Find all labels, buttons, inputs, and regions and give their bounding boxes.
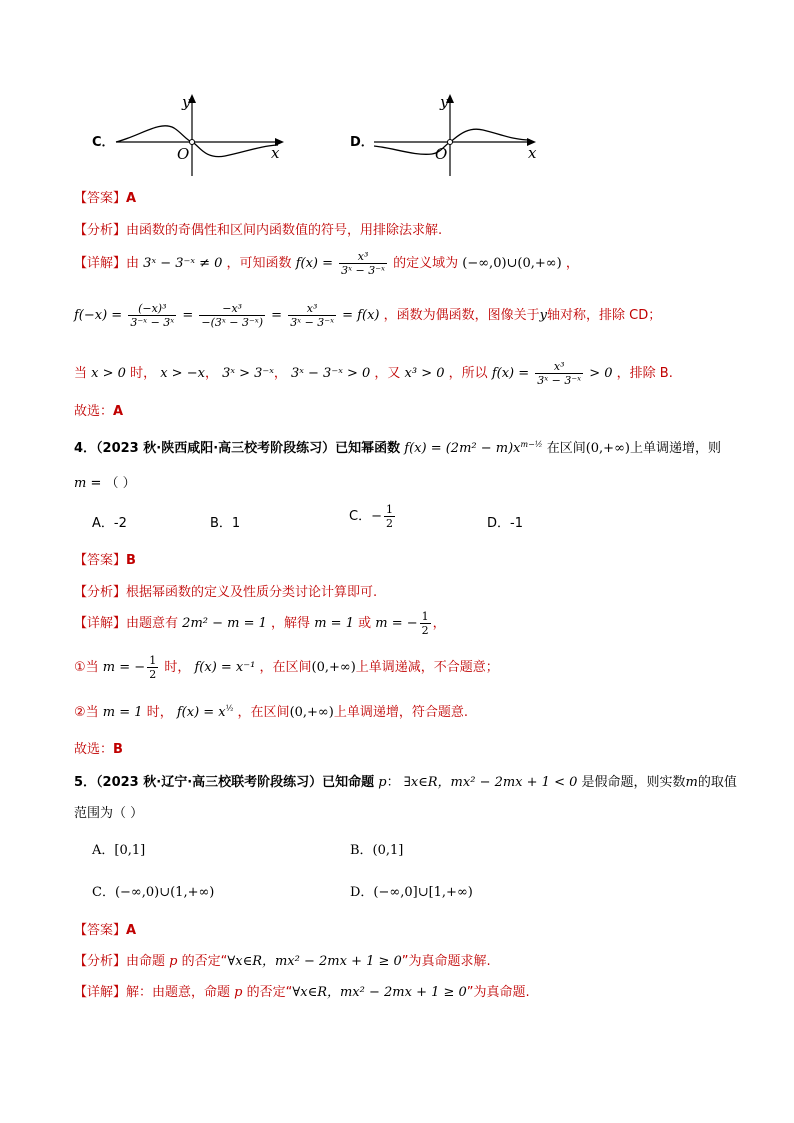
q5-stem-line1: 5．（2023 秋·辽宁·高三校联考阶段练习）已知命题 p： ∃x∈R，mx² − 2mx + 1 < 0 是假命题，则实数m的取值 (74, 775, 737, 790)
q3-analysis: 【分析】由函数的奇偶性和区间内函数值的符号，用排除法求解. (74, 223, 443, 238)
q4-option-c: C．− $\frac{1}{2}$ (349, 503, 393, 530)
q3-detail-line3: 当 x > 0 时， x > −x， 3ˣ > 3⁻ˣ， 3ˣ − 3⁻ˣ > 0 ，又 x³ > 0 ，所以 f(x) = $\frac{\text{x³}}{\text{3ˣ − 3⁻ˣ}}$ > 0 ，排除 B. (74, 360, 673, 387)
axis-x-label: x (271, 144, 280, 162)
q5-option-d: D．(−∞,0]∪[1,+∞) (350, 885, 473, 900)
q4-stem-line2: m = （ ） (74, 476, 136, 491)
q4-case2: ②当 m = 1 时， $f(x) = x^{\frac{1}{2}}$ ，在区间(0,+∞)上单调递增，符合题意. (74, 704, 468, 720)
graph-option-c (110, 90, 290, 180)
q3-detail-line1: 【详解】由 3ˣ − 3⁻ˣ ≠ 0 ，可知函数 f(x) = $\frac{\text{x³}}{\text{3ˣ − 3⁻ˣ}}$ 的定义域为 (−∞,0)∪(0,+∞) ， (74, 250, 579, 277)
origin-label: O (435, 145, 448, 163)
q4-option-b: B．1 (210, 516, 241, 531)
q4-detail-line1: 【详解】由题意有 2m² − m = 1 ，解得 m = 1 或 m = − $\frac{1}{2}$ ， (74, 610, 446, 637)
q4-option-a: A．-2 (92, 516, 127, 531)
axis-x-label: x (528, 144, 537, 162)
q5-option-a: A．[0,1] (92, 843, 146, 858)
q4-answer: 【答案】B (74, 553, 136, 568)
q4-case1: ①当 m = − $\frac{1}{2}$ 时， f(x) = x⁻¹ ，在区间(0,+∞)上单调递减，不合题意； (74, 654, 499, 681)
option-d-label: D． (350, 135, 374, 150)
axis-y-label: y (440, 93, 449, 111)
graph-option-d (368, 90, 548, 180)
q5-detail: 【详解】解：由题意，命题 p 的否定“∀x∈R，mx² − 2mx + 1 ≥ 0”为真命题. (74, 985, 530, 1000)
q4-option-d: D．-1 (487, 516, 523, 531)
q3-detail-line2: f(−x) = $\frac{\text{(−x)³}}{\text{3⁻ˣ − 3ˣ}}$ = $\frac{\text{−x³}}{\text{−(3ˣ − 3⁻ˣ)}}$ = $\frac{\text{x³}}{\text{3ˣ − 3⁻ˣ}}$ = f(x) ，函数为偶函数，图像关于y轴对称，排除 CD； (74, 302, 662, 329)
axis-y-label: y (182, 93, 191, 111)
option-c-label: C． (92, 135, 115, 150)
q5-analysis: 【分析】由命题 p 的否定“∀x∈R，mx² − 2mx + 1 ≥ 0”为真命题求解. (74, 954, 491, 969)
q5-answer: 【答案】A (74, 923, 137, 938)
q5-stem-line2: 范围为（ ） (74, 806, 144, 821)
origin-label: O (177, 145, 190, 163)
q5-option-b: B．(0,1] (350, 843, 404, 858)
q4-analysis: 【分析】根据幂函数的定义及性质分类讨论计算即可. (74, 585, 378, 600)
q5-option-c: C．(−∞,0)∪(1,+∞) (92, 885, 215, 900)
q4-stem-line1: 4．（2023 秋·陕西咸阳·高三校考阶段练习）已知幂函数 $f(x) = (2m^2 - m)x^{m-\frac{1}{2}}$ 在区间(0,+∞)上单调递增，则 (74, 440, 721, 456)
q4-choose: 故选：B (74, 742, 123, 757)
q3-choose: 故选：A (74, 404, 124, 419)
q3-answer: 【答案】A (74, 191, 137, 206)
